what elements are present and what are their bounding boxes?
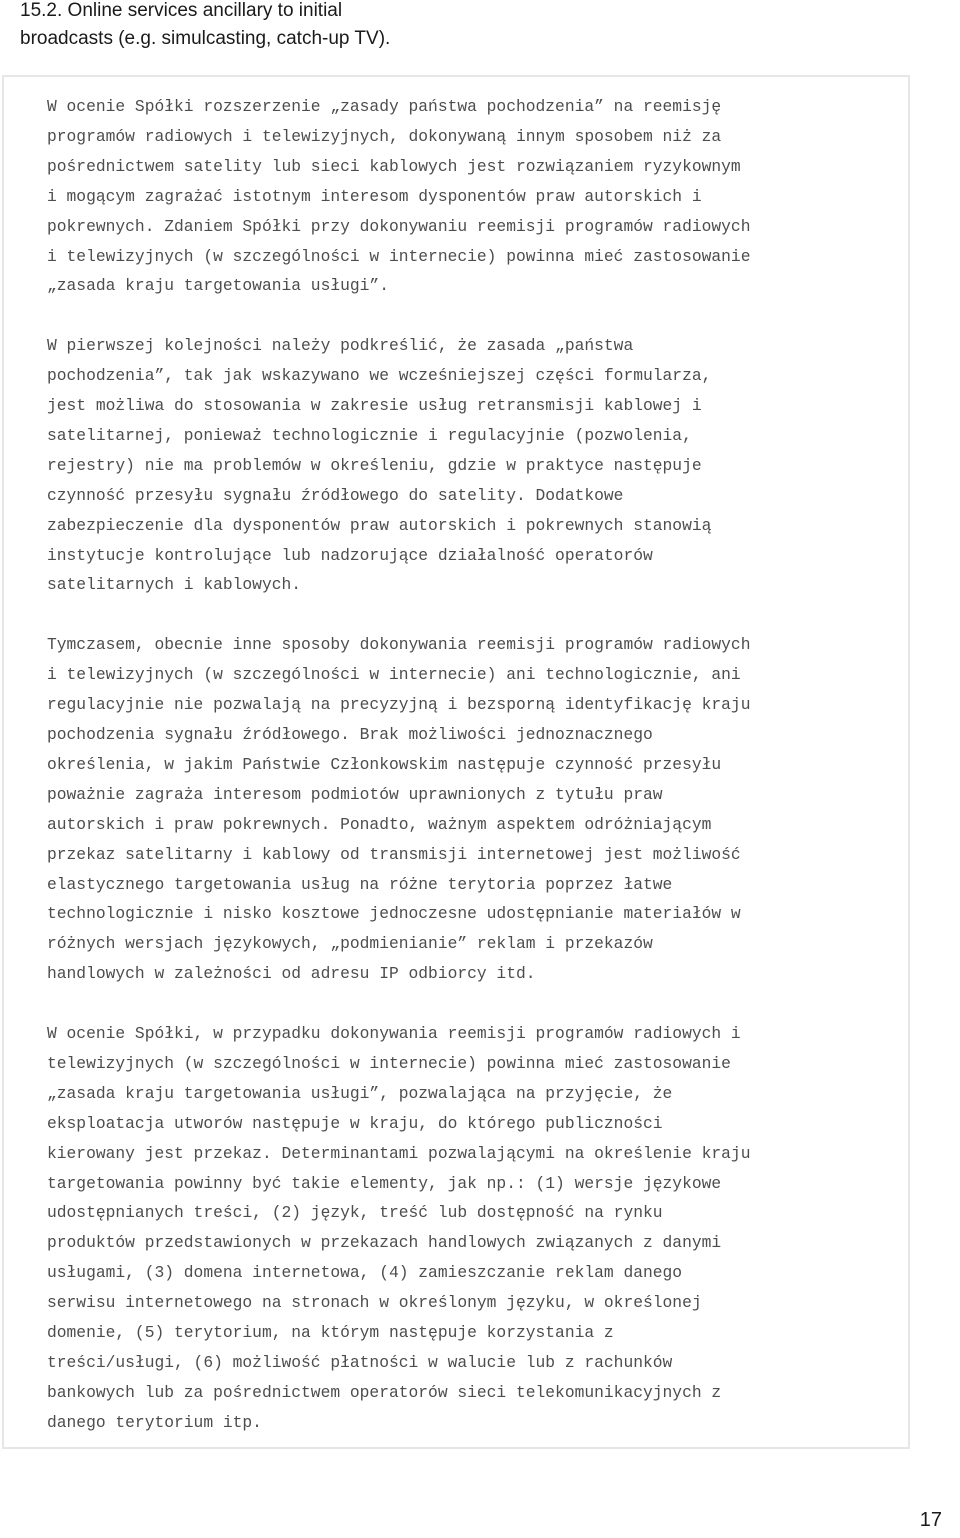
text-line: W ocenie Spółki, w przypadku dokonywania reemisji programów radiowych i bbox=[47, 1024, 741, 1044]
text-line: programów radiowych i telewizyjnych, dokonywaną innym sposobem niż za bbox=[47, 126, 722, 146]
page-number: 17 bbox=[919, 1509, 942, 1531]
paragraph-3 bbox=[47, 630, 897, 989]
text-line: „zasada kraju targetowania usługi”, pozwalająca na przyjęcie, że bbox=[47, 1083, 673, 1103]
text-line: produktów przedstawionych w przekazach handlowych związanych z danymi bbox=[47, 1233, 722, 1253]
text-line: technologicznie i nisko kosztowe jednoczesne udostępnianie materiałów w bbox=[47, 904, 741, 924]
answer-text bbox=[47, 92, 897, 1438]
section-heading bbox=[20, 0, 490, 53]
text-line: Tymczasem, obecnie inne sposoby dokonywania reemisji programów radiowych bbox=[47, 635, 751, 655]
text-line: W pierwszej kolejności należy podkreślić, że zasada „państwa bbox=[47, 336, 634, 356]
text-line: pośrednictwem satelity lub sieci kablowych jest rozwiązaniem ryzykownym bbox=[47, 156, 741, 176]
text-line: kierowany jest przekaz. Determinantami pozwalającymi na określenie kraju bbox=[47, 1143, 751, 1163]
text-line: pokrewnych. Zdaniem Spółki przy dokonywaniu reemisji programów radiowych bbox=[47, 216, 751, 236]
text-line: pochodzenia”, tak jak wskazywano we wcześniejszej części formularza, bbox=[47, 366, 712, 386]
text-line: i mogącym zagrażać istotnym interesom dysponentów praw autorskich i bbox=[47, 186, 702, 206]
text-line: jest możliwa do stosowania w zakresie usług retransmisji kablowej i bbox=[47, 396, 702, 416]
text-line: pochodzenia sygnału źródłowego. Brak możliwości jednoznacznego bbox=[47, 725, 653, 744]
text-line: handlowych w zależności od adresu IP odbiorcy itd. bbox=[47, 964, 536, 984]
text-line: przekaz satelitarny i kablowy od transmisji internetowej jest możliwość bbox=[47, 844, 741, 864]
text-line: określenia, w jakim Państwie Członkowskim następuje czynność przesyłu bbox=[47, 754, 722, 774]
text-line: zabezpieczenie dla dysponentów praw autorskich i pokrewnych stanowią bbox=[47, 515, 712, 535]
text-line: treści/usługi, (6) możliwość płatności w walucie lub z rachunków bbox=[47, 1353, 673, 1373]
text-line: i telewizyjnych (w szczególności w internecie) powinna mieć zastosowanie bbox=[47, 246, 751, 266]
text-line: i telewizyjnych (w szczególności w internecie) ani technologicznie, ani bbox=[47, 665, 741, 685]
text-line: eksploatacja utworów następuje w kraju, do którego publiczności bbox=[47, 1113, 663, 1133]
text-line: targetowania powinny być takie elementy, jak np.: (1) wersje językowe bbox=[47, 1173, 722, 1193]
text-line: telewizyjnych (w szczególności w internecie) powinna mieć zastosowanie bbox=[47, 1053, 731, 1073]
text-line: usługami, (3) domena internetowa, (4) zamieszczanie reklam danego bbox=[47, 1263, 683, 1283]
text-line: serwisu internetowego na stronach w określonym języku, w określonej bbox=[47, 1293, 702, 1313]
text-line: domenie, (5) terytorium, na którym następuje korzystania z bbox=[47, 1323, 614, 1343]
text-line: rejestry) nie ma problemów w określeniu, gdzie w praktyce następuje bbox=[47, 455, 702, 475]
text-line: danego terytorium itp. bbox=[47, 1412, 262, 1432]
text-line: poważnie zagraża interesom podmiotów uprawnionych z tytułu praw bbox=[47, 784, 663, 804]
text-line: bankowych lub za pośrednictwem operatorów sieci telekomunikacyjnych z bbox=[47, 1382, 722, 1402]
paragraph-2 bbox=[47, 331, 897, 600]
text-line: satelitarnej, ponieważ technologicznie i regulacyjnie (pozwolenia, bbox=[47, 425, 692, 445]
text-line: satelitarnych i kablowych. bbox=[47, 575, 302, 595]
text-line: W ocenie Spółki rozszerzenie „zasady państwa pochodzenia” na reemisję bbox=[47, 97, 722, 116]
text-line: czynność przesyłu sygnału źródłowego do satelity. Dodatkowe bbox=[47, 485, 624, 505]
text-line: elastycznego targetowania usług na różne terytoria poprzez łatwe bbox=[47, 874, 673, 894]
text-line: instytucje kontrolujące lub nadzorujące działalność operatorów bbox=[47, 545, 653, 565]
text-line: „zasada kraju targetowania usługi”. bbox=[47, 276, 389, 296]
text-line: regulacyjnie nie pozwalają na precyzyjną i bezsporną identyfikację kraju bbox=[47, 695, 751, 715]
paragraph-4 bbox=[47, 1019, 897, 1438]
text-line: udostępnianych treści, (2) język, treść lub dostępność na rynku bbox=[47, 1203, 663, 1223]
text-line: różnych wersjach językowych, „podmienianie” reklam i przekazów bbox=[47, 934, 653, 954]
text-line: autorskich i praw pokrewnych. Ponadto, ważnym aspektem odróżniającym bbox=[47, 814, 712, 834]
heading-line: broadcasts (e.g. simulcasting, catch-up TV). bbox=[20, 28, 391, 49]
paragraph-1 bbox=[47, 92, 897, 301]
heading-line: 15.2. Online services ancillary to initial bbox=[20, 0, 343, 21]
